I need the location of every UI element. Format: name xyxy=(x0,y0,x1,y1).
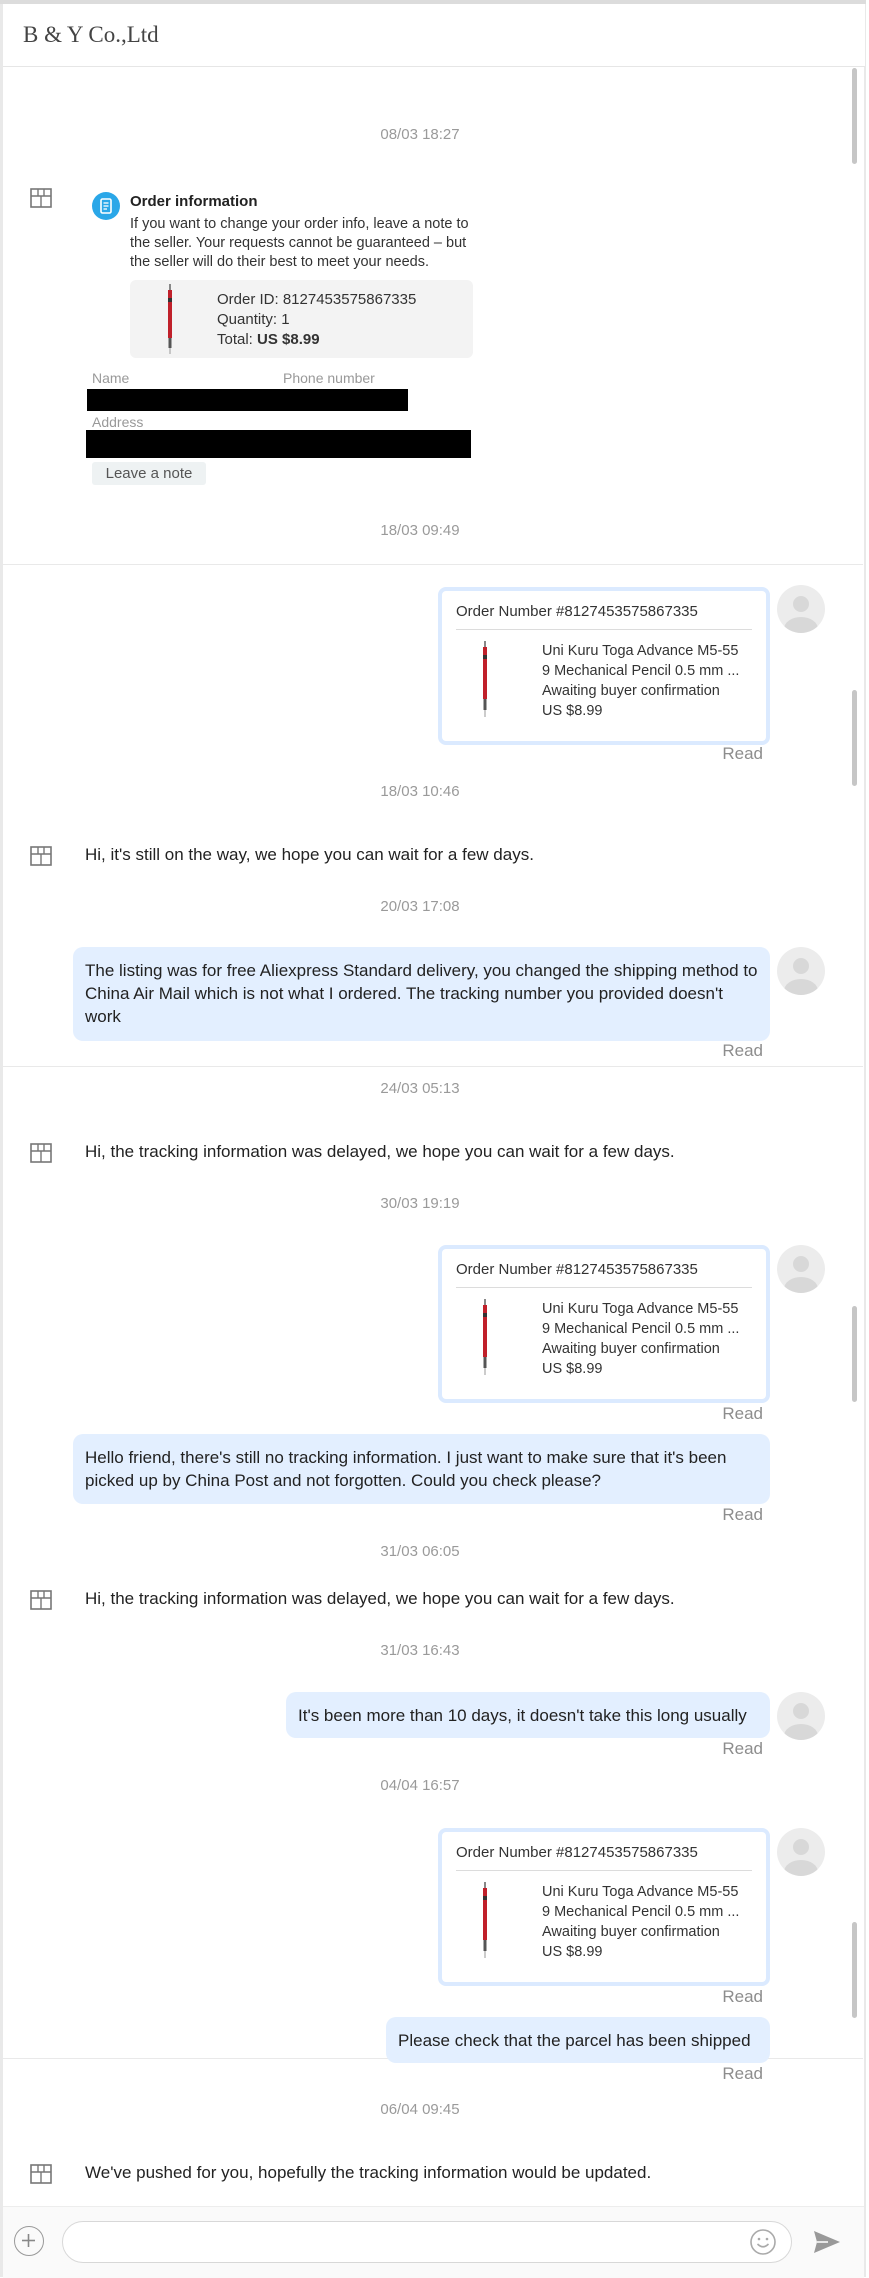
redacted-name-phone xyxy=(87,389,408,411)
timestamp: 04/04 16:57 xyxy=(380,1777,460,1794)
order-number: Order Number #8127453575867335 xyxy=(456,603,698,620)
timestamp: 24/03 05:13 xyxy=(380,1080,460,1097)
read-receipt: Read xyxy=(722,1041,763,1060)
pencil-thumbnail xyxy=(166,284,174,354)
buyer-message: The listing was for free Aliexpress Standard delivery, you changed the shipping method to China Air Mail which is not what I ordered. The tracking number you provided doesn't work xyxy=(73,947,770,1041)
read-receipt: Read xyxy=(722,1505,763,1524)
scrollbar-thumb[interactable] xyxy=(852,68,857,164)
order-price: US $8.99 xyxy=(542,1944,603,1960)
buyer-message: Please check that the parcel has been shipped xyxy=(386,2017,770,2063)
scrollbar-thumb[interactable] xyxy=(852,1306,857,1402)
timestamp: 20/03 17:08 xyxy=(380,898,460,915)
buyer-message: It's been more than 10 days, it doesn't take this long usually xyxy=(286,1692,770,1738)
store-icon xyxy=(30,846,52,866)
attach-button[interactable] xyxy=(14,2226,44,2256)
order-info-description: If you want to change your order info, leave a note to the seller. Your requests cannot be guaranteed – but the seller will do their best to meet your needs. xyxy=(130,216,469,270)
order-price: US $8.99 xyxy=(542,1361,603,1377)
address-label: Address xyxy=(92,414,144,430)
order-product-box[interactable] xyxy=(130,280,473,358)
product-title-line2: 9 Mechanical Pencil 0.5 mm ... xyxy=(542,663,740,679)
order-card[interactable] xyxy=(438,587,770,745)
store-icon xyxy=(30,1590,52,1610)
store-name[interactable]: B & Y Co.,Ltd xyxy=(23,22,159,47)
scrollbar-thumb[interactable] xyxy=(852,690,857,786)
store-icon xyxy=(30,2164,52,2184)
read-receipt: Read xyxy=(722,1987,763,2006)
read-receipt: Read xyxy=(722,1739,763,1758)
order-card[interactable] xyxy=(438,1828,770,1986)
order-price: US $8.99 xyxy=(542,703,603,719)
order-number: Order Number #8127453575867335 xyxy=(456,1261,698,1278)
plus-icon xyxy=(15,2227,42,2254)
order-info-title: Order information xyxy=(130,193,258,210)
left-border xyxy=(0,4,3,2277)
divider xyxy=(456,1287,752,1288)
order-status: Awaiting buyer confirmation xyxy=(542,1924,720,1940)
avatar xyxy=(777,1828,825,1876)
leave-note-button[interactable]: Leave a note xyxy=(92,462,206,485)
order-card[interactable] xyxy=(438,1245,770,1403)
store-icon xyxy=(30,1143,52,1163)
order-quantity: Quantity: 1 xyxy=(217,311,290,328)
buyer-message: Hello friend, there's still no tracking information. I just want to make sure that it's been picked up by China Post and not forgotten. Could you check please? xyxy=(73,1434,770,1504)
avatar xyxy=(777,1245,825,1293)
avatar xyxy=(777,585,825,633)
seller-message: We've pushed for you, hopefully the tracking information would be updated. xyxy=(85,2163,652,2182)
order-number: Order Number #8127453575867335 xyxy=(456,1844,698,1861)
seller-message: Hi, the tracking information was delayed, we hope you can wait for a few days. xyxy=(85,1142,675,1161)
name-label: Name xyxy=(92,370,130,386)
phone-label: Phone number xyxy=(283,370,375,386)
timestamp: 31/03 16:43 xyxy=(380,1642,460,1659)
right-border xyxy=(864,4,866,2277)
order-total-value: US $8.99 xyxy=(257,331,320,348)
divider xyxy=(3,1066,863,1067)
pencil-thumbnail xyxy=(480,1882,490,1958)
product-title-line1: Uni Kuru Toga Advance M5-55 xyxy=(542,643,739,659)
order-status: Awaiting buyer confirmation xyxy=(542,1341,720,1357)
product-title-line2: 9 Mechanical Pencil 0.5 mm ... xyxy=(542,1904,740,1920)
seller-message: Hi, it's still on the way, we hope you can wait for a few days. xyxy=(85,845,534,864)
read-receipt: Read xyxy=(722,2064,763,2083)
timestamp: 18/03 10:46 xyxy=(380,783,460,800)
redacted-address xyxy=(86,430,471,458)
seller-message: Hi, the tracking information was delayed, we hope you can wait for a few days. xyxy=(85,1589,675,1608)
timestamp: 30/03 19:19 xyxy=(380,1195,460,1212)
divider xyxy=(456,1870,752,1871)
product-title-line2: 9 Mechanical Pencil 0.5 mm ... xyxy=(542,1321,740,1337)
send-icon[interactable] xyxy=(812,2229,842,2255)
product-title-line1: Uni Kuru Toga Advance M5-55 xyxy=(542,1884,739,1900)
divider xyxy=(3,564,863,565)
scrollbar-thumb[interactable] xyxy=(852,1922,857,2018)
store-icon xyxy=(30,188,52,208)
order-total-label: Total: xyxy=(217,331,253,348)
avatar xyxy=(777,947,825,995)
timestamp: 08/03 18:27 xyxy=(380,126,460,143)
pencil-thumbnail xyxy=(480,641,490,717)
order-status: Awaiting buyer confirmation xyxy=(542,683,720,699)
emoji-icon[interactable] xyxy=(749,2228,777,2256)
timestamp: 31/03 06:05 xyxy=(380,1543,460,1560)
read-receipt: Read xyxy=(722,1404,763,1423)
order-id: Order ID: 8127453575867335 xyxy=(217,291,417,308)
timestamp: 06/04 09:45 xyxy=(380,2101,460,2118)
message-input[interactable] xyxy=(62,2221,792,2263)
avatar xyxy=(777,1692,825,1740)
divider xyxy=(456,629,752,630)
order-info-icon xyxy=(92,192,120,220)
chat-header xyxy=(3,4,865,67)
read-receipt: Read xyxy=(722,744,763,763)
timestamp: 18/03 09:49 xyxy=(380,522,460,539)
pencil-thumbnail xyxy=(480,1299,490,1375)
product-title-line1: Uni Kuru Toga Advance M5-55 xyxy=(542,1301,739,1317)
